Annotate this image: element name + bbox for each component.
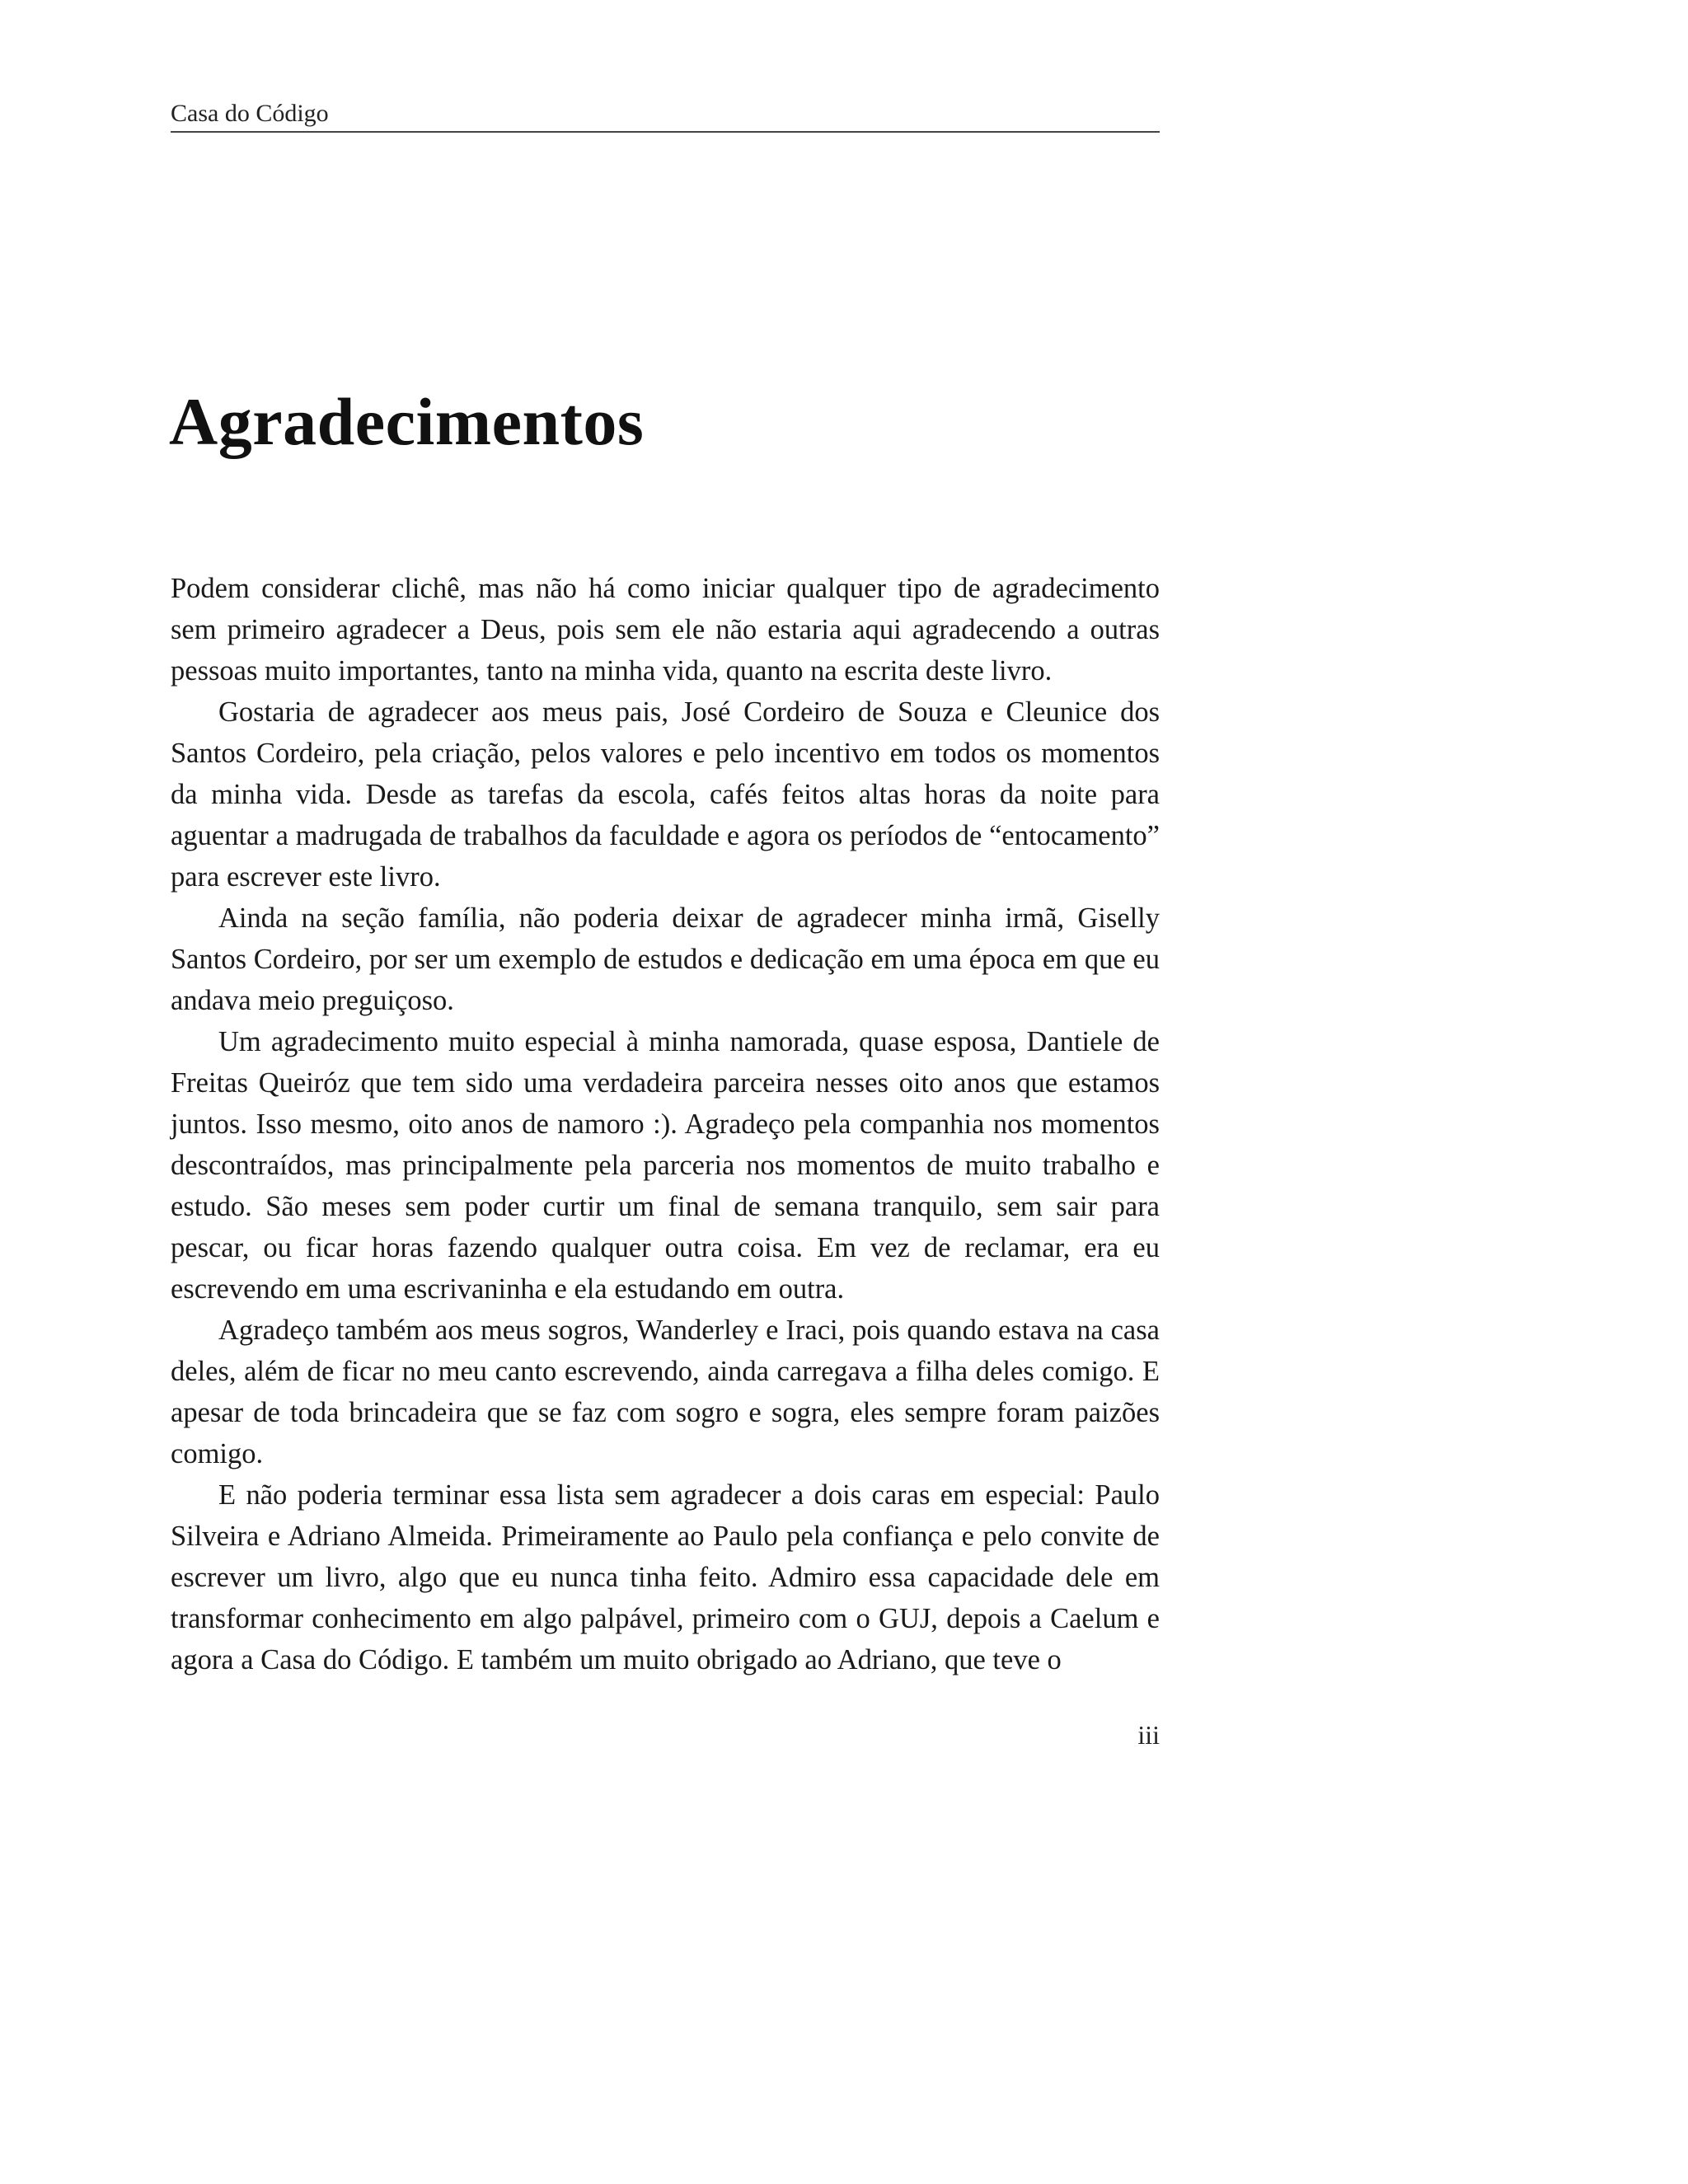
body-text xyxy=(171,568,1160,1680)
paragraph: E não poderia terminar essa lista sem agradecer a dois caras em especial: Paulo Silveira e Adriano Almeida. Primeiramente ao Paulo pela confiança e pelo convite de escrever um livro, algo que eu nunca tinha feito. Admiro essa capacidade dele em transformar conhecimento em algo palpável, primeiro com o GUJ, depois a Caelum e agora a Casa do Código. E também um muito obrigado ao Adriano, que teve o xyxy=(171,1479,1160,1675)
paragraph: Um agradecimento muito especial à minha namorada, quase esposa, Dantiele de Freitas Queiróz que tem sido uma verdadeira parceira nesses oito anos que estamos juntos. Isso mesmo, oito anos de namoro :). Agradeço pela companhia nos momentos descontraídos, mas principalmente pela parceria nos momentos de muito trabalho e estudo. São meses sem poder curtir um final de semana tranquilo, sem sair para pescar, ou ficar horas fazendo qualquer outra coisa. Em vez de reclamar, era eu escrevendo em uma escrivaninha e ela estudando em outra. xyxy=(171,1026,1160,1305)
paragraph: Podem considerar clichê, mas não há como iniciar qualquer tipo de agradecimento sem primeiro agradecer a Deus, pois sem ele não estaria aqui agradecendo a outras pessoas muito importantes, tanto na minha vida, quanto na escrita deste livro. xyxy=(171,573,1160,687)
paragraph: Agradeço também aos meus sogros, Wanderley e Iraci, pois quando estava na casa deles, além de ficar no meu canto escrevendo, ainda carregava a filha deles comigo. E apesar de toda brincadeira que se faz com sogro e sogra, eles sempre foram paizões comigo. xyxy=(171,1315,1160,1469)
header-rule xyxy=(171,131,1160,133)
running-header: Casa do Código xyxy=(171,100,329,127)
page-number: iii xyxy=(1137,1720,1160,1750)
paragraph: Ainda na seção família, não poderia deixar de agradecer minha irmã, Giselly Santos Cordeiro, por ser um exemplo de estudos e dedicação em uma época em que eu andava meio preguiçoso. xyxy=(171,902,1160,1016)
chapter-title: Agradecimentos xyxy=(169,384,645,459)
paragraph: Gostaria de agradecer aos meus pais, José Cordeiro de Souza e Cleunice dos Santos Cordeiro, pela criação, pelos valores e pelo incentivo em todos os momentos da minha vida. Desde as tarefas da escola, cafés feitos altas horas da noite para aguentar a madrugada de trabalhos da faculdade e agora os períodos de “entocamento” para escrever este livro. xyxy=(171,696,1160,893)
